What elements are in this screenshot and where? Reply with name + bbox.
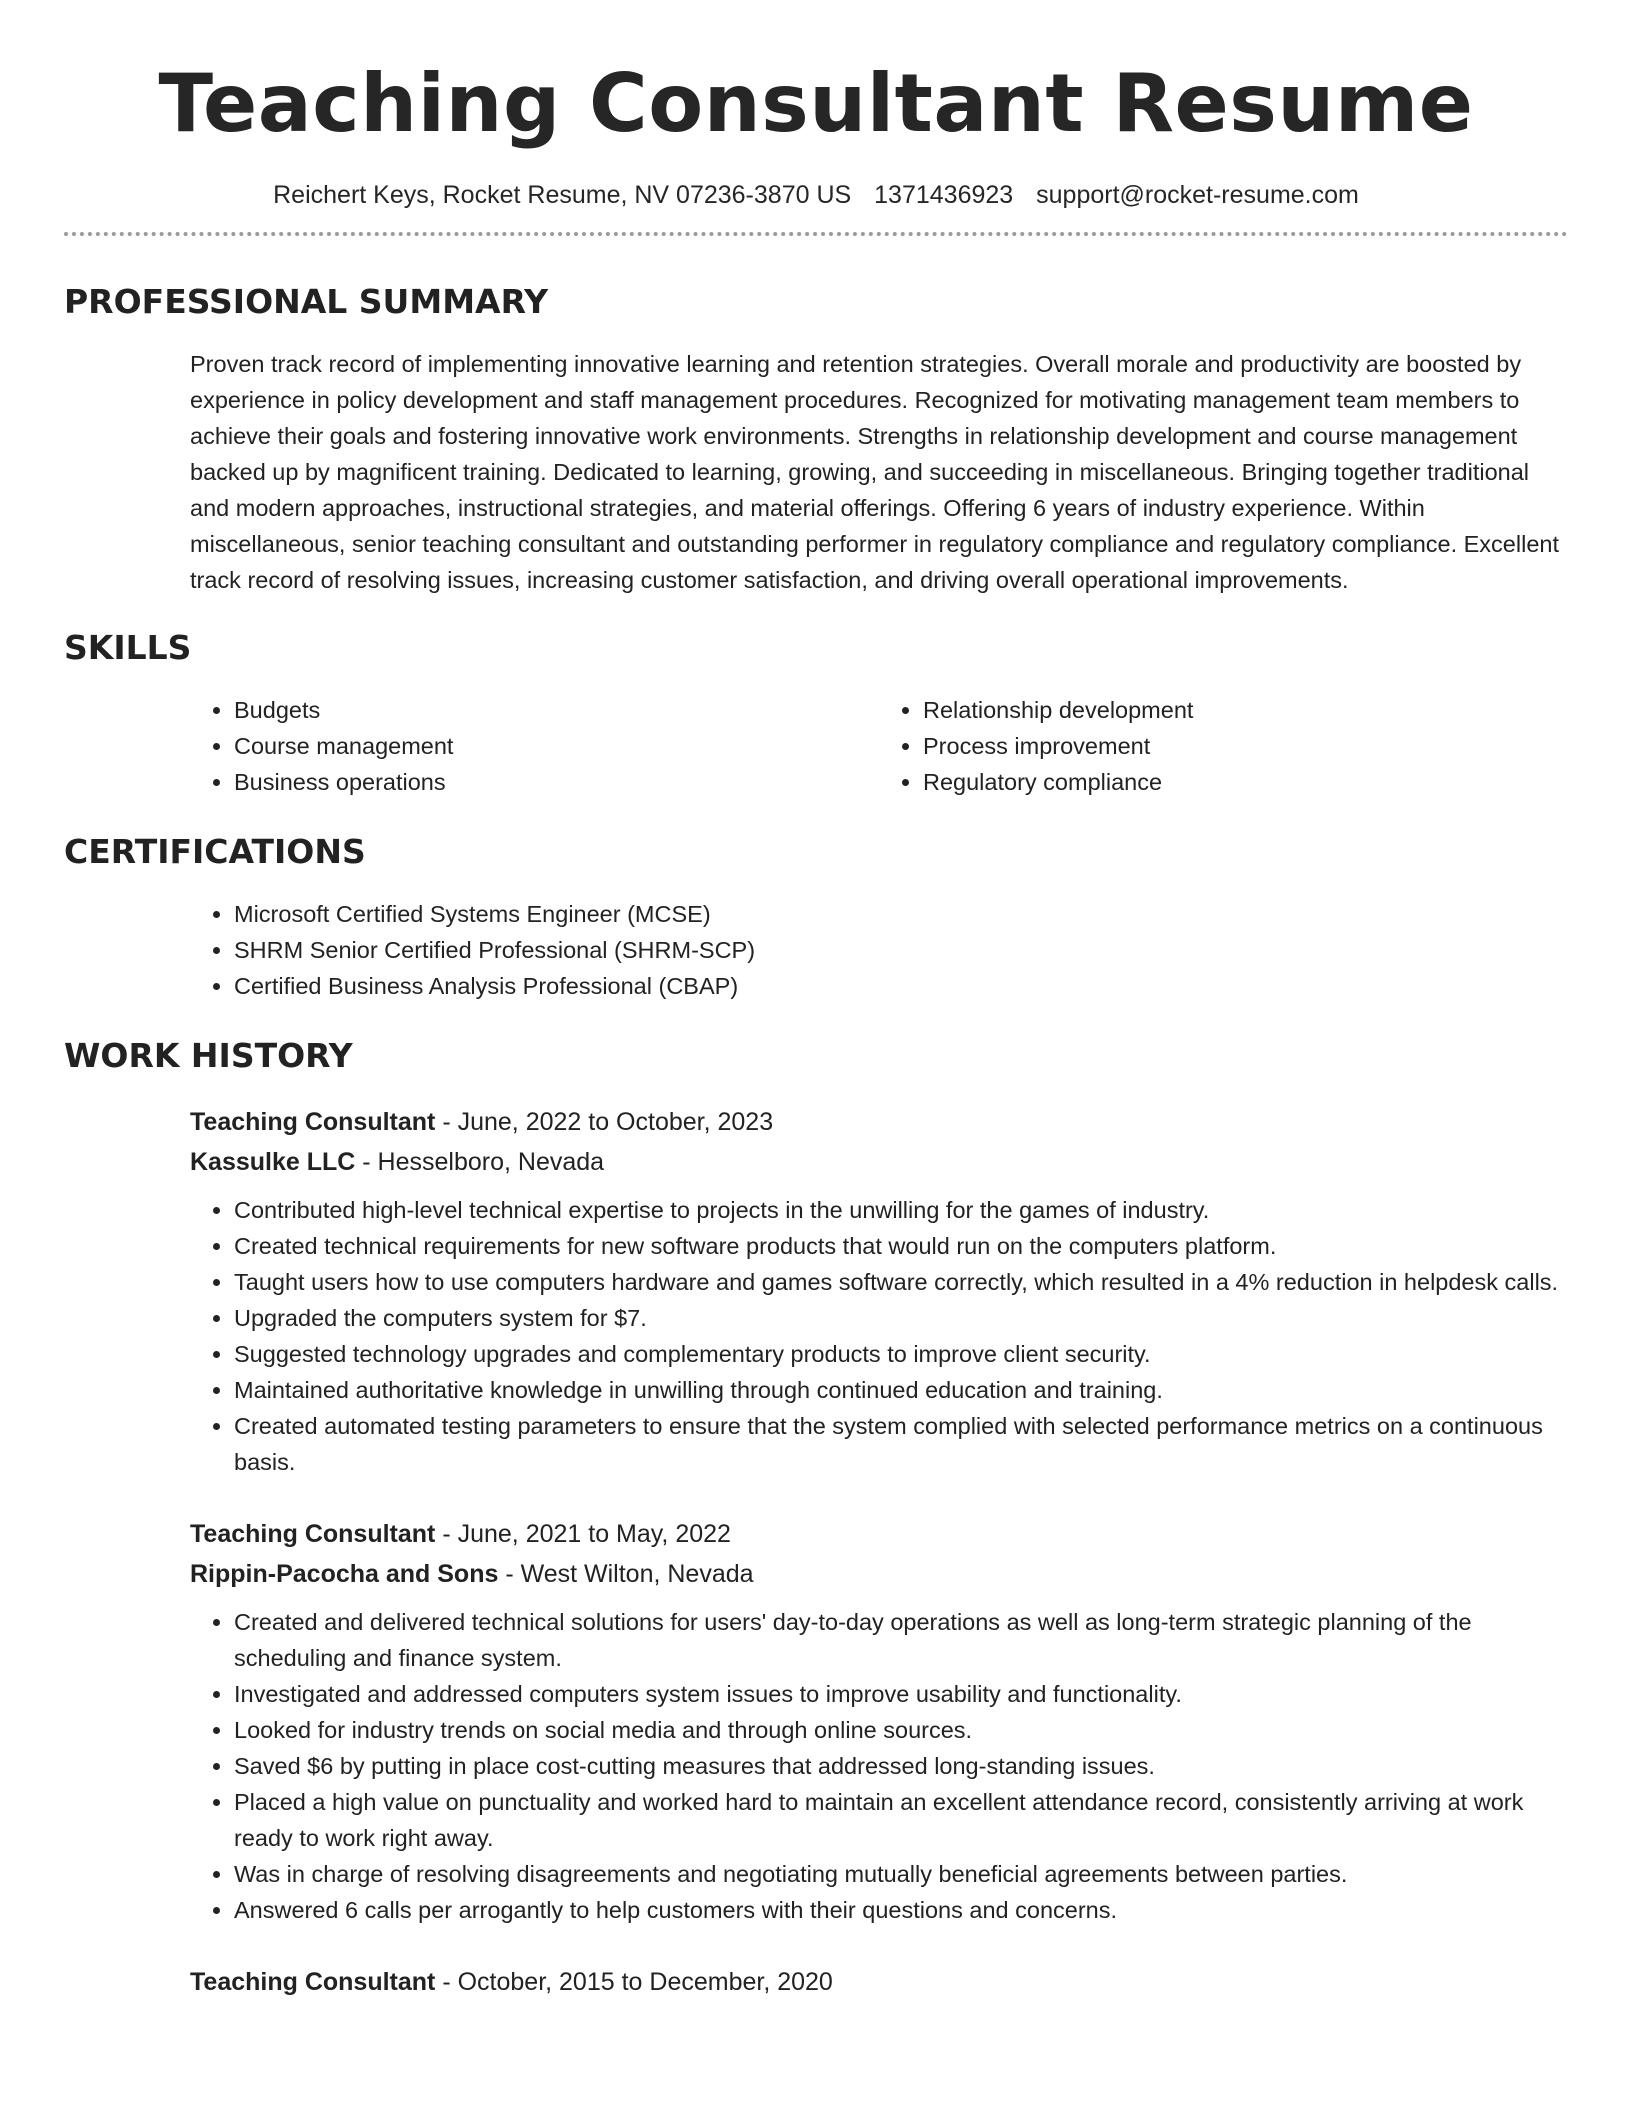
certification-item: • Microsoft Certified Systems Engineer (MCSE): [234, 896, 1568, 932]
job-bullet: • Investigated and addressed computers system issues to improve usability and functionality.: [234, 1676, 1568, 1712]
skill-item: • Business operations: [234, 764, 879, 800]
job-company-line: [190, 1554, 1568, 1594]
job-company: Rippin-Pacocha and Sons: [190, 1560, 499, 1588]
job-bullet: • Taught users how to use computers hardware and games software correctly, which resulted in a 4% reduction in helpdesk calls.: [234, 1264, 1568, 1300]
job-dates: - June, 2021 to May, 2022: [435, 1520, 731, 1548]
job-bullet-list: [190, 1192, 1568, 1480]
job-title: Teaching Consultant: [190, 1520, 436, 1548]
skills-grid: [190, 692, 1568, 800]
job-title-line: [190, 1102, 1568, 1142]
contact-phone: 1371436923: [874, 181, 1014, 209]
contact-line: [64, 178, 1568, 212]
job-location: - West Wilton, Nevada: [498, 1560, 754, 1588]
section-title-certifications: CERTIFICATIONS: [64, 832, 366, 871]
job-company: Kassulke LLC: [190, 1148, 356, 1176]
skills-column-right: [879, 692, 1568, 800]
skill-item: • Relationship development: [923, 692, 1568, 728]
resume-title: Teaching Consultant Resume: [158, 57, 1474, 150]
job-bullet: • Upgraded the computers system for $7.: [234, 1300, 1568, 1336]
job-bullet: • Suggested technology upgrades and complementary products to improve client security.: [234, 1336, 1568, 1372]
skills-column-left: [190, 692, 879, 800]
job-bullet: • Maintained authoritative knowledge in unwilling through continued education and training.: [234, 1372, 1568, 1408]
section-title-skills: SKILLS: [64, 628, 192, 667]
summary-text: Proven track record of implementing innovative learning and retention strategies. Overall morale and productivity are boosted by experience in policy development and staff management procedures. Recognized for motivating management team members to achieve their goals and fostering innovative work environments. Strengths in relationship development and course management backed up by magnificent training. Dedicated to learning, growing, and succeeding in miscellaneous. Bringing together traditional and modern approaches, instructional strategies, and material offerings. Offering 6 years of industry experience. Within miscellaneous, senior teaching consultant and outstanding performer in regulatory compliance and regulatory compliance. Excellent track record of resolving issues, increasing customer satisfaction, and driving overall operational improvements.: [190, 351, 1559, 593]
job-dates: - October, 2015 to December, 2020: [435, 1968, 833, 1996]
skill-item: • Process improvement: [923, 728, 1568, 764]
job-entry: [190, 1102, 1568, 1480]
section-title-work-history: WORK HISTORY: [64, 1036, 353, 1075]
certification-item: • Certified Business Analysis Professional (CBAP): [234, 968, 1568, 1004]
skill-item: • Regulatory compliance: [923, 764, 1568, 800]
job-bullet-list: [190, 1604, 1568, 1928]
job-title: Teaching Consultant: [190, 1108, 436, 1136]
header-divider: [64, 232, 1568, 236]
job-bullet: • Answered 6 calls per arrogantly to help customers with their questions and concerns.: [234, 1892, 1568, 1928]
job-company-line: [190, 1142, 1568, 1182]
job-title-line: [190, 1962, 1568, 2002]
job-title-line: [190, 1514, 1568, 1554]
job-bullet: • Was in charge of resolving disagreements and negotiating mutually beneficial agreements between parties.: [234, 1856, 1568, 1892]
job-location: - Hesselboro, Nevada: [355, 1148, 605, 1176]
job-bullet: • Placed a high value on punctuality and worked hard to maintain an excellent attendance record, consistently arriving at work ready to work right away.: [234, 1784, 1568, 1856]
job-bullet: • Saved $6 by putting in place cost-cutting measures that addressed long-standing issues.: [234, 1748, 1568, 1784]
contact-email[interactable]: support@rocket-resume.com: [1036, 181, 1359, 209]
job-bullet: • Created and delivered technical solutions for users' day-to-day operations as well as long-term strategic planning of the scheduling and finance system.: [234, 1604, 1568, 1676]
certification-list: [190, 896, 1568, 1004]
section-title-summary: PROFESSIONAL SUMMARY: [64, 282, 549, 321]
job-title: Teaching Consultant: [190, 1968, 436, 1996]
job-bullet: • Contributed high-level technical expertise to projects in the unwilling for the games of industry.: [234, 1192, 1568, 1228]
job-bullet: • Created technical requirements for new software products that would run on the computers platform.: [234, 1228, 1568, 1264]
job-entry: [190, 1962, 1568, 2002]
certification-item: • SHRM Senior Certified Professional (SHRM-SCP): [234, 932, 1568, 968]
skill-item: • Budgets: [234, 692, 879, 728]
job-entry: [190, 1514, 1568, 1928]
skill-item: • Course management: [234, 728, 879, 764]
contact-address: Reichert Keys, Rocket Resume, NV 07236-3870 US: [273, 181, 852, 209]
job-bullet: • Created automated testing parameters to ensure that the system complied with selected performance metrics on a continuous basis.: [234, 1408, 1568, 1480]
job-dates: - June, 2022 to October, 2023: [435, 1108, 774, 1136]
job-bullet: • Looked for industry trends on social media and through online sources.: [234, 1712, 1568, 1748]
